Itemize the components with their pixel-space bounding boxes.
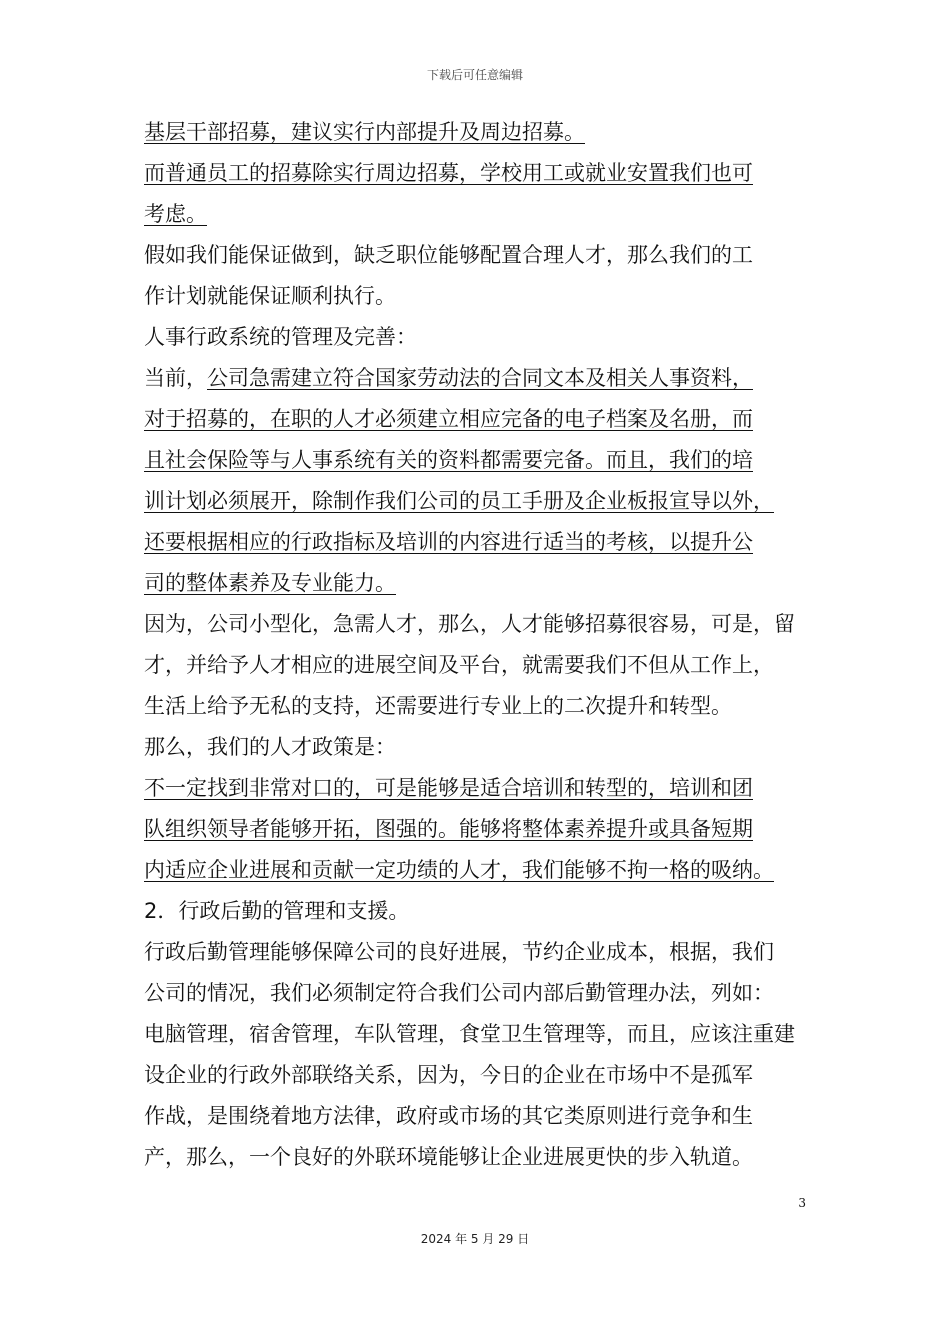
text-line: [144, 358, 844, 399]
line-text: 那么，我们的人才政策是：: [144, 735, 396, 759]
text-line: [144, 973, 844, 1014]
underlined-text: 还要根据相应的行政指标及培训的内容进行适当的考核，以提升公: [144, 530, 753, 554]
text-line: [144, 727, 844, 768]
text-line: [144, 768, 844, 809]
text-line: [144, 522, 844, 563]
text-line: [144, 645, 844, 686]
underlined-text: 不一定找到非常对口的，可是能够是适合培训和转型的，培训和团: [144, 776, 753, 800]
text-line: [144, 1055, 844, 1096]
line-text: 设企业的行政外部联络关系，因为，今日的企业在市场中不是孤军: [144, 1063, 753, 1087]
text-line: [144, 850, 844, 891]
line-text: 公司的情况，我们必须制定符合我们公司内部后勤管理办法，列如：: [144, 981, 774, 1005]
text-line: [144, 153, 844, 194]
text-line: [144, 932, 844, 973]
underlined-text: 对于招募的，在职的人才必须建立相应完备的电子档案及名册，而: [144, 407, 753, 431]
line-text: 生活上给予无私的支持，还需要进行专业上的二次提升和转型。: [144, 694, 732, 718]
line-text: 假如我们能保证做到，缺乏职位能够配置合理人才，那么我们的工: [144, 243, 753, 267]
underlined-text: 内适应企业进展和贡献一定功绩的人才，我们能够不拘一格的吸纳。: [144, 858, 774, 882]
text-line: [144, 194, 844, 235]
document-body: [144, 112, 844, 1178]
underlined-text: 基层干部招募，建议实行内部提升及周边招募。: [144, 120, 585, 144]
text-line: [144, 317, 844, 358]
text-line: [144, 686, 844, 727]
line-text: 人事行政系统的管理及完善：: [144, 325, 417, 349]
line-text: 作战，是围绕着地方法律，政府或市场的其它类原则进行竞争和生: [144, 1104, 753, 1128]
underlined-text: 公司急需建立符合国家劳动法的合同文本及相关人事资料，: [207, 366, 753, 390]
text-line: [144, 481, 844, 522]
underlined-text: 且社会保险等与人事系统有关的资料都需要完备。而且，我们的培: [144, 448, 753, 472]
page-footer-date: 2024 年 5 月 29 日: [420, 1232, 530, 1246]
page-header: 下载后可任意编辑: [426, 68, 523, 82]
text-line: [144, 1137, 844, 1178]
text-line: [144, 1096, 844, 1137]
line-text: 因为，公司小型化，急需人才，那么，人才能够招募很容易，可是，留: [144, 612, 795, 636]
text-line: [144, 399, 844, 440]
underlined-text: 训计划必须展开，除制作我们公司的员工手册及企业板报宣导以外，: [144, 489, 774, 513]
underlined-text: 队组织领导者能够开拓，图强的。能够将整体素养提升或具备短期: [144, 817, 753, 841]
line-text: 产，那么，一个良好的外联环境能够让企业进展更快的步入轨道。: [144, 1145, 753, 1169]
text-line: [144, 563, 844, 604]
underlined-text: 而普通员工的招募除实行周边招募，学校用工或就业安置我们也可: [144, 161, 753, 185]
text-line: [144, 604, 844, 645]
underlined-text: 考虑。: [144, 202, 207, 226]
page-number: 3: [798, 1196, 806, 1210]
text-line: [144, 440, 844, 481]
text-line: [144, 276, 844, 317]
line-text: 2．行政后勤的管理和支援。: [144, 899, 410, 923]
text-line: [144, 809, 844, 850]
line-text: 才，并给予人才相应的进展空间及平台，就需要我们不但从工作上，: [144, 653, 774, 677]
text-line: [144, 891, 844, 932]
line-text: 作计划就能保证顺利执行。: [144, 284, 396, 308]
text-line: [144, 1014, 844, 1055]
text-line-lead: 当前，: [144, 366, 207, 390]
line-text: 电脑管理，宿舍管理，车队管理，食堂卫生管理等，而且，应该注重建: [144, 1022, 795, 1046]
underlined-text: 司的整体素养及专业能力。: [144, 571, 396, 595]
text-line: [144, 112, 844, 153]
line-text: 行政后勤管理能够保障公司的良好进展，节约企业成本，根据，我们: [144, 940, 774, 964]
text-line: [144, 235, 844, 276]
